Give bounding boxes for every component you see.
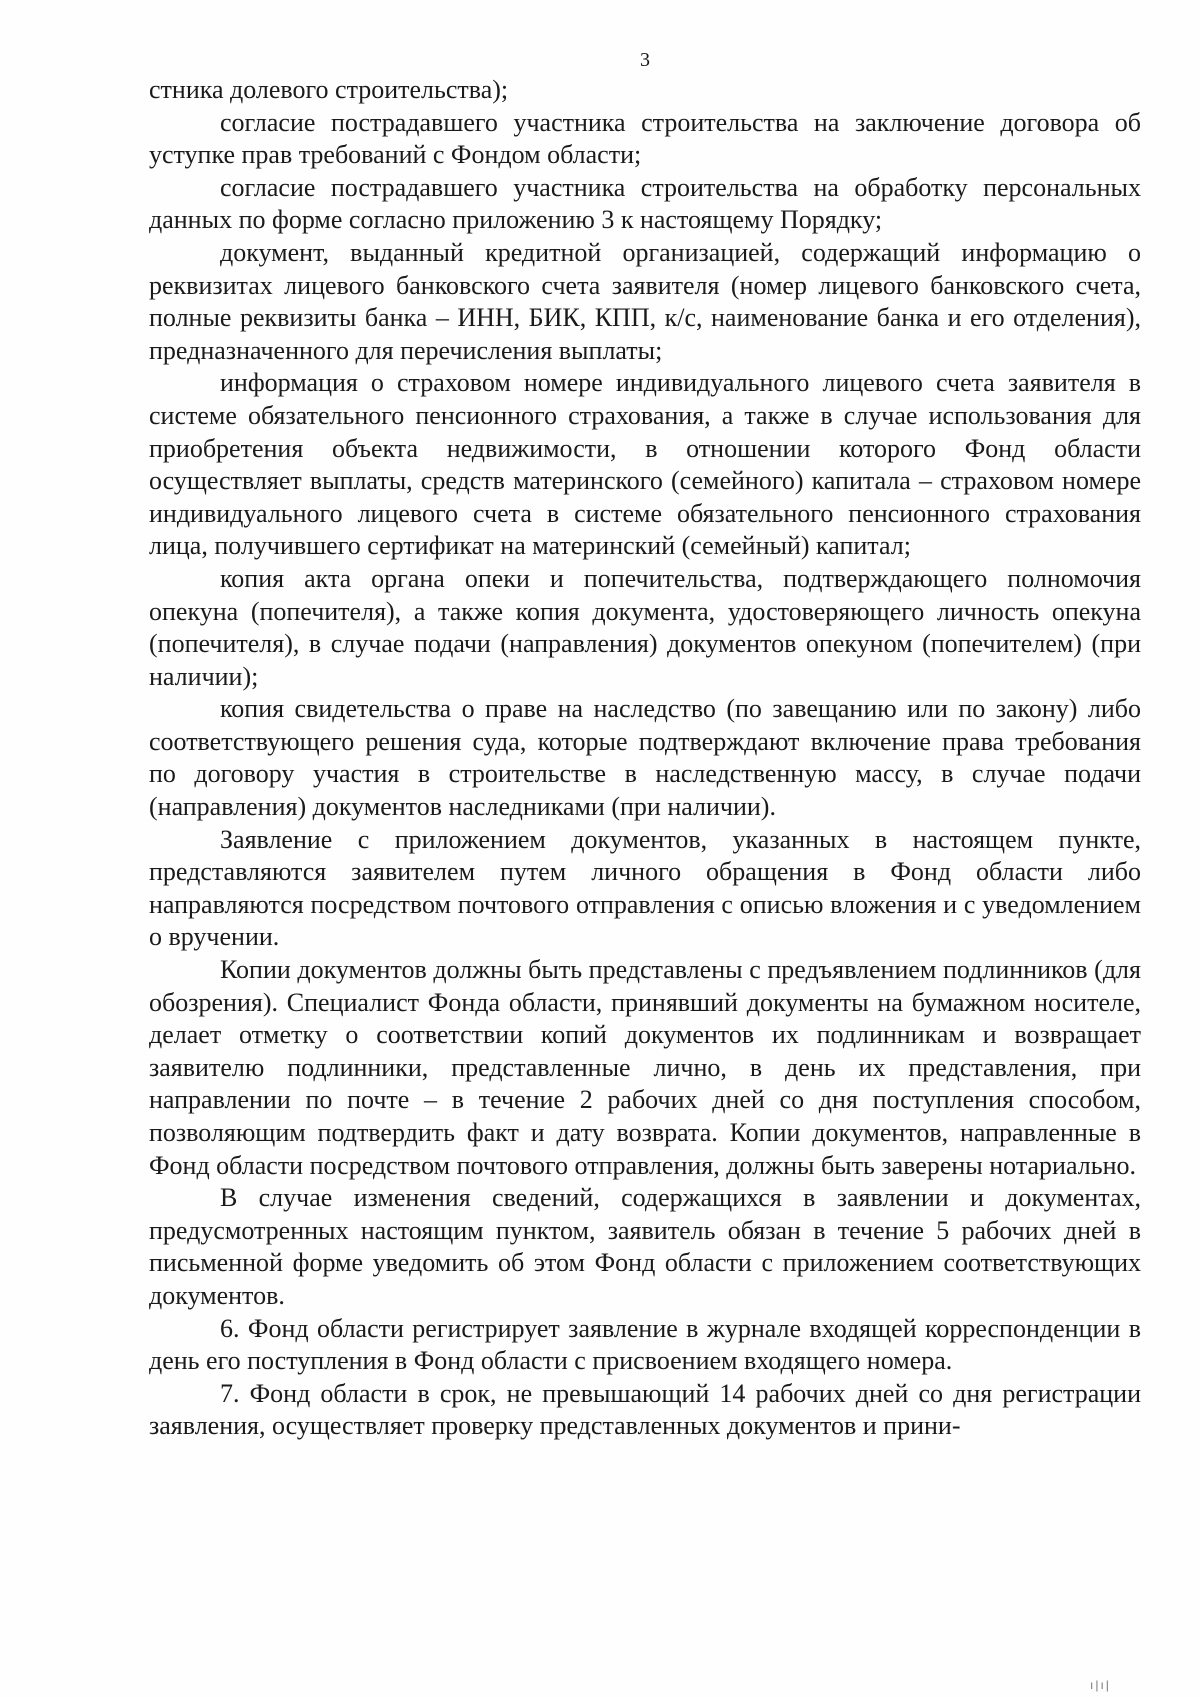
page-number: 3: [640, 49, 650, 71]
paragraph-insurance-number: информация о страховом номере индивидуального лицевого счета заявителя в системе обязательного пенсионного страхования, а также в случае использования для приобретения объекта недвижимости, в отношении которого Фонд области осуществляет выплаты, средств материнского (семейного) капитала – страховом номере индивидуального лицевого счета в системе обязательного пенсионного страхования лица, получившего сертификат на материнский (семейный) капитал;: [149, 368, 1141, 561]
paragraph-bank-details: документ, выданный кредитной организацией, содержащий информацию о реквизитах лицевого банковского счета заявителя (номер лицевого банковского счета, полные реквизиты банка – ИНН, БИК, КПП, к/с, наименование банка и его отделения), предназначенного для перечисления выплаты;: [149, 237, 1141, 365]
paragraph-inheritance: копия свидетельства о праве на наследство (по завещанию или по закону) либо соответствующего решения суда, которые подтверждают включение права требования по договору участия в строительстве в наследственную массу, в случае подачи (направления) документов наследниками (при наличии).: [149, 694, 1141, 822]
paragraph-continuation: стника долевого строительства);: [149, 75, 509, 104]
paragraph-item-6: 6. Фонд области регистрирует заявление в журнале входящей корреспонденции в день его поступления в Фонд области с присвоением входящего номера.: [149, 1313, 1141, 1376]
paragraph-assignment-consent: согласие пострадавшего участника строительства на заключение договора об уступке прав требований с Фондом области;: [149, 107, 1141, 170]
paragraph-submission: Заявление с приложением документов, указанных в настоящем пункте, представляются заявителем путем личного обращения в Фонд области либо направляются посредством почтового отправления с описью вложения и с уведомлением о вручении.: [149, 824, 1141, 952]
paragraph-changes: В случае изменения сведений, содержащихся в заявлении и документах, предусмотренных настоящим пунктом, заявитель обязан в течение 5 рабочих дней в письменной форме уведомить об этом Фонд области с приложением соответствующих документов.: [149, 1183, 1141, 1310]
paragraph-item-7: 7. Фонд области в срок, не превышающий 14 рабочих дней со дня регистрации заявления, осуществляет проверку представленных документов и прини-: [149, 1378, 1141, 1441]
scan-artifact: ı|ı|: [1090, 1678, 1111, 1692]
document-body: [149, 74, 1141, 1443]
paragraph-copies: Копии документов должны быть представлены с предъявлением подлинников (для обозрения). Специалист Фонда области, принявший документы на бумажном носителе, делает отметку о соответствии копий документов их подлинникам и возвращает заявителю подлинники, представленные лично, в день их представления, при направлении по почте – в течение 2 рабочих дней со дня поступления способом, позволяющим подтвердить факт и дату возврата. Копии документов, направленные в Фонд области посредством почтового отправления, должны быть заверены нотариально.: [149, 955, 1141, 1180]
paragraph-guardianship: копия акта органа опеки и попечительства, подтверждающего полномочия опекуна (попечителя), а также копия документа, удостоверяющего личность опекуна (попечителя), в случае подачи (направления) документов опекуном (попечителем) (при наличии);: [149, 563, 1141, 691]
paragraph-personal-data-consent: согласие пострадавшего участника строительства на обработку персональных данных по форме согласно приложению 3 к настоящему Порядку;: [149, 172, 1141, 235]
